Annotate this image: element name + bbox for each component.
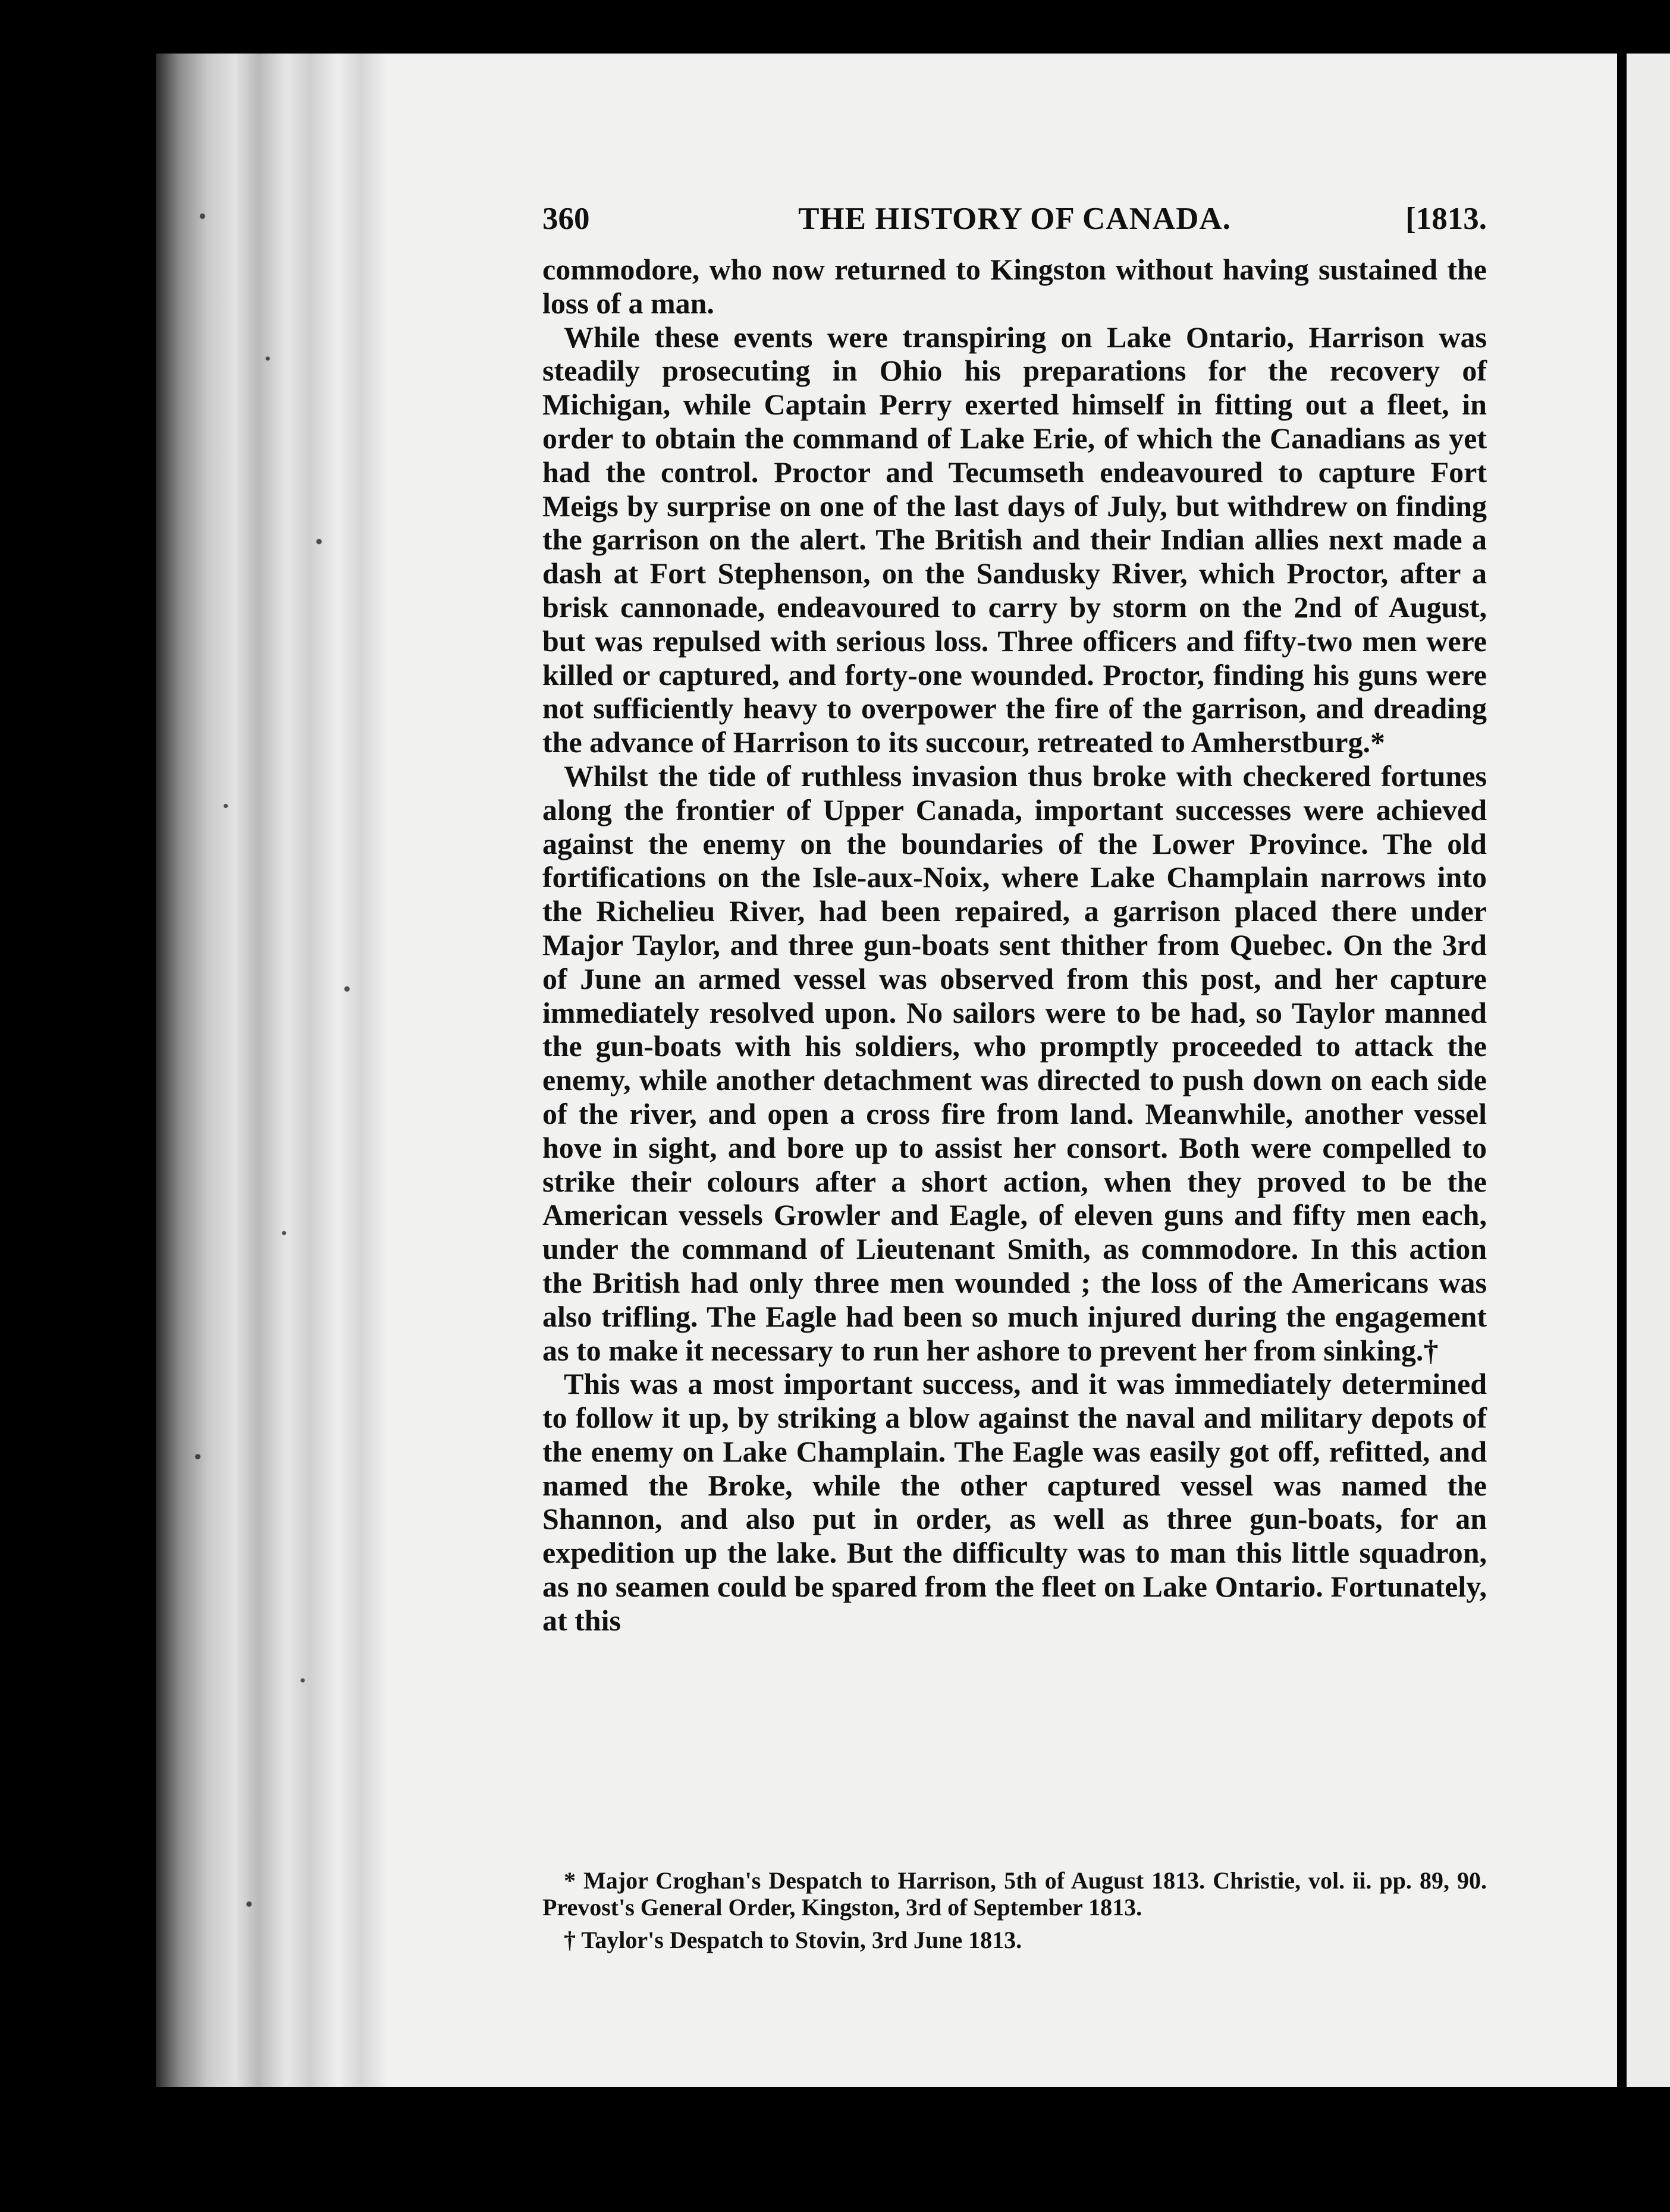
page-edge bbox=[156, 54, 389, 2087]
footnote: † Taylor's Despatch to Stovin, 3rd June 1813. bbox=[564, 1927, 1022, 1953]
book-page bbox=[389, 54, 1617, 2087]
paragraph: While these events were transpiring on Lake Ontario, Harrison was steadily prosecuting in Ohio his preparations for the recovery of Michigan, while Captain Perry exerted himself in fitting out a fleet, in order to obtain the command of Lake Erie, of which the Canadians as yet had the control. Proctor and Tecumseth endeavoured to capture Fort Meigs by surprise on one of the last days of July, but withdrew on finding the garrison on the alert. The British and their Indian allies next made a dash at Fort Stephenson, on the Sandusky River, which Proctor, after a brisk cannonade, endeavoured to carry by storm on the 2nd of August, but was repulsed with serious loss. Three officers and fifty-two men were killed or captured, and forty-one wounded. Proctor, finding his guns were not sufficiently heavy to overpower the fire of the garrison, and dreading the advance of Harrison to its succour, retreated to Amherstburg.* bbox=[542, 320, 1487, 759]
paragraph: commodore, who now returned to Kingston without having sustained the loss of a man. bbox=[542, 253, 1487, 320]
paragraph: This was a most important success, and it was immediately determined to follow it up, by striking a blow against the naval and military depots of the enemy on Lake Champlain. The Eagle was easily got off, refitted, and named the Broke, while the other captured vessel was named the Shannon, and also put in order, as well as three gun-boats, for an expedition up the lake. But the difficulty was to man this little squadron, as no seamen could be spared from the fleet on Lake Ontario. Fortunately, at this bbox=[542, 1367, 1487, 1637]
footnote: * Major Croghan's Despatch to Harrison, 5th of August 1813. Christie, vol. ii. pp. 89, 90. Prevost's General Order, Kingston, 3rd of September 1813. bbox=[542, 1867, 1487, 1921]
running-head bbox=[542, 202, 1487, 244]
body-text bbox=[542, 253, 1487, 1638]
footnotes bbox=[542, 1867, 1487, 1953]
year-mark: [1813. bbox=[1405, 202, 1487, 236]
book-title: THE HISTORY OF CANADA. bbox=[798, 202, 1231, 236]
paragraph: Whilst the tide of ruthless invasion thus broke with checkered fortunes along the frontier of Upper Canada, important successes were achieved against the enemy on the boundaries of the Lower Province. The old fortifications on the Isle-aux-Noix, where Lake Champlain narrows into the Richelieu River, had been repaired, a garrison placed there under Major Taylor, and three gun-boats sent thither from Quebec. On the 3rd of June an armed vessel was observed from this post, and her capture immediately resolved upon. No sailors were to be had, so Taylor manned the gun-boats with his soldiers, who promptly proceeded to attack the enemy, while another detachment was directed to push down on each side of the river, and open a cross fire from land. Meanwhile, another vessel hove in sight, and bore up to assist her consort. Both were compelled to strike their colours after a short action, when they proved to be the American vessels Growler and Eagle, of eleven guns and fifty men each, under the command of Lieutenant Smith, as commodore. In this action the British had only three men wounded ; the loss of the Americans was also trifling. The Eagle had been so much injured during the engagement as to make it necessary to run her ashore to prevent her from sinking.† bbox=[542, 759, 1487, 1367]
page-number: 360 bbox=[542, 202, 590, 236]
next-page-edge bbox=[1627, 54, 1670, 2087]
